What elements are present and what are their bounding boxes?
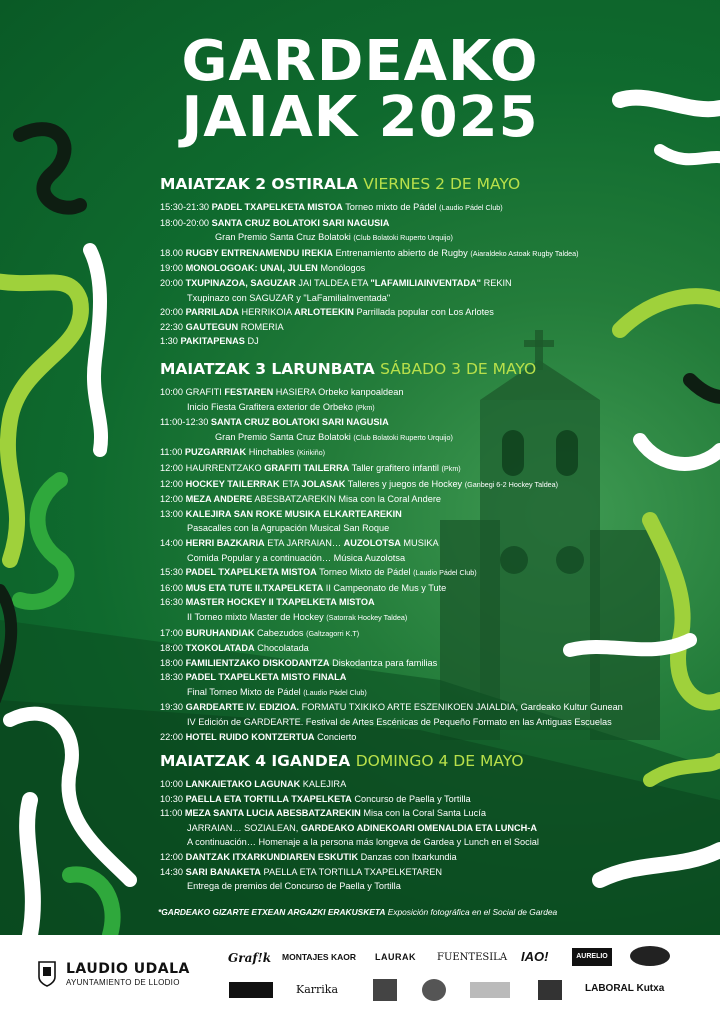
event-time: 14:30: [160, 866, 183, 877]
event-text: Txupinazo con SAGUZAR y "LaFamiliaInventada": [187, 292, 391, 303]
event-row: [160, 216, 630, 231]
sponsor-round-logo: [422, 979, 446, 1001]
event-time: 14:00: [160, 537, 183, 548]
event-text: Comida Popular y a continuación… Música Auzolotsa: [187, 552, 406, 563]
footnote: [158, 907, 557, 917]
sponsor-aurelio: AURELIO: [572, 948, 612, 966]
event-row: [160, 595, 630, 610]
event-title: LANKAIETAKO LAGUNAK: [185, 779, 301, 789]
sponsor-gray-logo: [470, 982, 510, 998]
event-time: 13:00: [160, 508, 183, 519]
event-row: [160, 536, 630, 551]
event-row: [160, 850, 630, 865]
event-row: [160, 626, 630, 642]
footnote-text: Exposición fotográfica en el Social de Gardea: [387, 907, 558, 917]
event-organizer: (Satorrak Hockey Taldea): [326, 612, 408, 622]
event-title: KALEJIRA SAN ROKE MUSIKA ELKARTEAREKIN: [185, 508, 402, 519]
event-time: 22:30: [160, 321, 183, 332]
event-time: 12:00: [160, 494, 183, 505]
day-section-friday: [160, 175, 630, 349]
event-title: GARDEAKO ADINEKOARI OMENALDIA ETA LUNCH-A: [300, 822, 538, 833]
event-text: Torneo Mixto de Pádel: [319, 567, 411, 578]
event-time: 19:30: [160, 702, 183, 713]
footnote-bold: *GARDEAKO GIZARTE ETXEAN ARGAZKI ERAKUSKETA: [158, 907, 386, 917]
event-row: [160, 730, 630, 745]
event-time: 12:00: [160, 478, 183, 489]
event-title: DANTZAK ITXARKUNDIAREN ESKUTIK: [185, 851, 359, 862]
event-text: DJ: [247, 336, 259, 347]
event-row: [160, 200, 630, 216]
event-row: [160, 305, 630, 320]
event-title: MUS ETA TUTE II.TXAPELKETA: [185, 582, 324, 593]
event-row: [160, 320, 630, 335]
day-heading-es: VIERNES 2 DE MAYO: [363, 175, 521, 193]
event-detail: [160, 879, 630, 894]
event-text: Concierto: [317, 731, 357, 742]
event-organizer: (Kirikiño): [296, 448, 326, 458]
day-heading-es: SÁBADO 3 DE MAYO: [380, 360, 537, 378]
event-time: 20:00: [160, 277, 183, 288]
event-time: 12:00: [160, 462, 183, 473]
event-title: FAMILIENTZAKO DISKODANTZA: [185, 657, 330, 668]
event-text: A continuación… Homenaje a la persona más longeva de Gardea y Lunch en el Social: [187, 837, 539, 848]
event-organizer: (Pkm): [355, 402, 375, 412]
sponsor-laurak: LAURAK: [375, 952, 416, 962]
laudio-udala-logo: [38, 961, 190, 987]
event-row: [160, 477, 630, 493]
event-row: [160, 492, 630, 507]
event-detail: [160, 610, 630, 626]
event-organizer: (Laudio Pádel Club): [413, 568, 477, 578]
event-title: TXOKOLATADA: [185, 643, 255, 654]
event-text-2: Taller grafitero infantil: [351, 462, 439, 473]
event-text: FORMATU TXIKIKO ARTE ESZENIKOEN JAIALDIA, Gardeako Kultur Gunean: [301, 702, 623, 713]
event-title: HOCKEY TAILERRAK: [185, 478, 280, 489]
event-organizer: (Laudio Pádel Club): [303, 687, 367, 697]
day-heading-es: DOMINGO 4 DE MAYO: [355, 752, 524, 770]
event-text-2: Talleres y juegos de Hockey: [347, 478, 463, 489]
event-time: 10:00: [160, 779, 183, 789]
sponsor-ag-logo: [538, 980, 562, 1000]
event-text: Diskodantza para familias: [332, 657, 438, 668]
event-text: Cabezudos: [257, 627, 304, 638]
event-organizer: (Club Bolatoki Ruperto Urquijo): [353, 432, 453, 442]
event-text-2: HASIERA Orbeko kanpoaldean: [275, 387, 404, 397]
event-text-2: Parrillada popular con Los Arlotes: [356, 307, 494, 318]
title-line-1: GARDEAKO: [181, 29, 539, 94]
event-row: [160, 641, 630, 656]
event-text: Hinchables: [248, 447, 295, 458]
day-heading: [160, 360, 630, 378]
event-text: Gran Premio Santa Cruz Bolatoki: [215, 232, 351, 243]
event-time: 16:00: [160, 582, 183, 593]
event-time: 1:30: [160, 336, 178, 347]
event-title: SANTA CRUZ BOLATOKI SARI NAGUSIA: [210, 417, 389, 428]
event-detail: [160, 291, 630, 306]
event-row: [160, 792, 630, 807]
event-row: [160, 507, 630, 522]
event-text: HAURRENTZAKO: [185, 462, 262, 473]
event-text: Misa con la Coral Santa Lucía: [363, 808, 486, 819]
event-row: [160, 461, 630, 477]
event-detail: [160, 430, 630, 446]
day-section-sunday: [160, 752, 630, 894]
sponsor-montajes-kaor: MONTAJES KAOR: [282, 952, 356, 962]
day-heading: [160, 175, 630, 193]
event-text: IV Edición de GARDEARTE. Festival de Artes Escénicas de Pequeño Formato en las Antiguas Escuelas: [187, 717, 612, 728]
event-text-2: MUSIKA: [403, 537, 439, 548]
event-organizer: (Ganbegi 6-2 Hockey Taldea): [464, 479, 559, 489]
event-title: MASTER HOCKEY II TXAPELKETA MISTOA: [185, 597, 375, 608]
event-title: GRAFITI TAILERRA: [264, 462, 350, 473]
event-time: 22:00: [160, 731, 183, 742]
event-text: ETA: [282, 478, 299, 489]
event-text: Entrega de premios del Concurso de Paella y Tortilla: [187, 881, 401, 892]
event-detail: [160, 551, 630, 566]
event-detail: [160, 521, 630, 536]
event-detail: [160, 821, 630, 836]
event-row: [160, 334, 630, 349]
event-title: TXUPINAZOA, SAGUZAR: [185, 277, 296, 288]
day-heading: [160, 752, 630, 770]
event-title: PADEL TXAPELKETA MISTOA: [185, 567, 317, 578]
event-time: 20:00: [160, 307, 183, 318]
event-text: Danzas con Itxarkundia: [360, 851, 457, 862]
event-time: 15:30: [160, 567, 183, 578]
event-title: PUZGARRIAK: [184, 447, 247, 458]
event-detail: [160, 400, 630, 416]
event-title: PARRILADA: [185, 307, 239, 318]
event-title: GARDEARTE IV. EDIZIOA.: [185, 702, 300, 713]
event-title: HERRI BAZKARIA: [185, 537, 265, 548]
event-text: II Campeonato de Mus y Tute: [325, 582, 447, 593]
day-section-saturday: [160, 360, 630, 744]
title-line-2: JAIAK 2025: [181, 85, 539, 150]
event-title: PADEL TXAPELKETA MISTOA: [211, 202, 343, 212]
event-text-2: REKIN: [483, 277, 512, 288]
event-row: [160, 445, 630, 461]
sponsor-laboral-kutxa: LABORAL Kutxa: [585, 983, 665, 994]
event-organizer: (Aiaraldeko Astoak Rugby Taldea): [470, 248, 579, 258]
day-heading-eu: MAIATZAK 2 OSTIRALA: [160, 175, 358, 193]
event-text: Entrenamiento abierto de Rugby: [335, 247, 468, 258]
event-title: MEZA SANTA LUCIA ABESBATZAREKIN: [184, 808, 361, 819]
event-row: [160, 415, 630, 430]
event-time: 18:00-20:00: [160, 217, 210, 228]
sponsor-footer: [0, 935, 720, 1018]
event-title-2: JOLASAK: [301, 478, 346, 489]
event-title: PAELLA ETA TORTILLA TXAPELKETA: [185, 793, 352, 804]
event-text: Monólogos: [320, 263, 366, 274]
event-detail: [160, 835, 630, 850]
event-row: [160, 246, 630, 262]
coat-of-arms-icon: [38, 961, 56, 987]
event-row: [160, 276, 630, 291]
event-title: MONOLOGOAK: UNAI, JULEN: [185, 263, 318, 274]
event-row: [160, 806, 630, 821]
event-text: II Torneo mixto Master de Hockey: [187, 611, 324, 622]
event-detail: [160, 685, 630, 701]
poster-title: [0, 29, 720, 150]
event-row: [160, 261, 630, 276]
event-organizer: (Galtzagorri K.T): [306, 628, 360, 638]
event-title: SARI BANAKETA: [185, 866, 261, 877]
event-row: [160, 385, 630, 400]
event-time: 18.00: [160, 247, 183, 258]
event-row: [160, 700, 630, 715]
event-text: Gran Premio Santa Cruz Bolatoki: [215, 431, 351, 442]
event-title-2: "LAFAMILIAINVENTADA": [370, 277, 482, 288]
event-text: Concurso de Paella y Tortilla: [354, 793, 471, 804]
event-time: 11:00-12:30: [160, 417, 209, 428]
ayto-sub: AYUNTAMIENTO DE LLODIO: [66, 978, 180, 987]
event-time: 18:00: [160, 643, 183, 654]
event-text: GRAFITI: [185, 387, 222, 397]
sponsor-oval-logo: [630, 946, 670, 966]
event-time: 18:30: [160, 672, 183, 683]
event-detail: [160, 715, 630, 730]
event-text: JARRAIAN… SOZIALEAN,: [187, 822, 299, 833]
event-time: 15:30-21:30: [160, 202, 210, 212]
day-heading-eu: MAIATZAK 3 LARUNBATA: [160, 360, 375, 378]
event-organizer: (Club Bolatoki Ruperto Urquijo): [353, 233, 453, 243]
event-title-2: ARLOTEEKIN: [294, 307, 354, 318]
sponsor-square-logo: [373, 979, 397, 1001]
event-time: 12:00: [160, 851, 183, 862]
sponsor-iao: IAO!: [521, 949, 549, 964]
event-title: MEZA ANDERE: [185, 494, 253, 505]
sponsor-karrika: Karrika: [296, 983, 339, 996]
event-time: 16:30: [160, 597, 183, 608]
event-text: Pasacalles con la Agrupación Musical San Roque: [187, 523, 390, 534]
event-title: HOTEL RUIDO KONTZERTUA: [185, 731, 315, 742]
event-text: Inicio Fiesta Grafitera exterior de Orbeko: [187, 401, 353, 412]
event-title-2: AUZOLOTSA: [343, 537, 401, 548]
event-time: 19:00: [160, 263, 183, 274]
event-title: PAKITAPENAS: [180, 336, 245, 347]
event-time: 11:00: [160, 808, 183, 819]
event-detail: [160, 230, 630, 246]
event-title: FESTAREN: [224, 387, 274, 397]
event-text: ABESBATZAREKIN Misa con la Coral Andere: [254, 494, 442, 505]
event-text: ETA JARRAIAN…: [267, 537, 342, 548]
event-row: [160, 670, 630, 685]
sponsor-black-logo: [229, 982, 273, 998]
event-title: SANTA CRUZ BOLATOKI SARI NAGUSIA: [211, 217, 390, 228]
sponsor-grafik: Graf!k: [228, 951, 272, 965]
event-text: Torneo mixto de Pádel: [345, 202, 437, 212]
event-row: [160, 565, 630, 581]
event-title: GAUTEGUN: [185, 321, 239, 332]
ayto-name: LAUDIO UDALA: [66, 961, 190, 977]
event-organizer: (Pkm): [441, 463, 461, 473]
event-title: BURUHANDIAK: [185, 627, 255, 638]
event-time: 10:30: [160, 793, 183, 804]
event-title: RUGBY ENTRENAMENDU IREKIA: [185, 247, 333, 258]
sponsor-fuentesila: FUENTESILA: [437, 952, 508, 963]
event-time: 10:00: [160, 387, 183, 397]
event-time: 11:00: [160, 447, 183, 458]
event-organizer: (Laudio Pádel Club): [439, 203, 503, 212]
event-row: [160, 777, 630, 792]
event-text: KALEJIRA: [302, 779, 347, 789]
event-row: [160, 656, 630, 671]
event-row: [160, 865, 630, 880]
event-text: PAELLA ETA TORTILLA TXAPELKETAREN: [263, 866, 443, 877]
event-time: 17:00: [160, 627, 183, 638]
event-text: JAI TALDEA ETA: [298, 277, 368, 288]
event-row: [160, 581, 630, 596]
event-text: Chocolatada: [257, 643, 309, 654]
event-text: Final Torneo Mixto de Pádel: [187, 686, 301, 697]
event-title: PADEL TXAPELKETA MISTO FINALA: [185, 672, 347, 683]
event-text: ROMERIA: [240, 321, 284, 332]
event-time: 18:00: [160, 657, 183, 668]
event-text: HERRIKOIA: [241, 307, 292, 318]
day-heading-eu: MAIATZAK 4 IGANDEA: [160, 752, 351, 770]
